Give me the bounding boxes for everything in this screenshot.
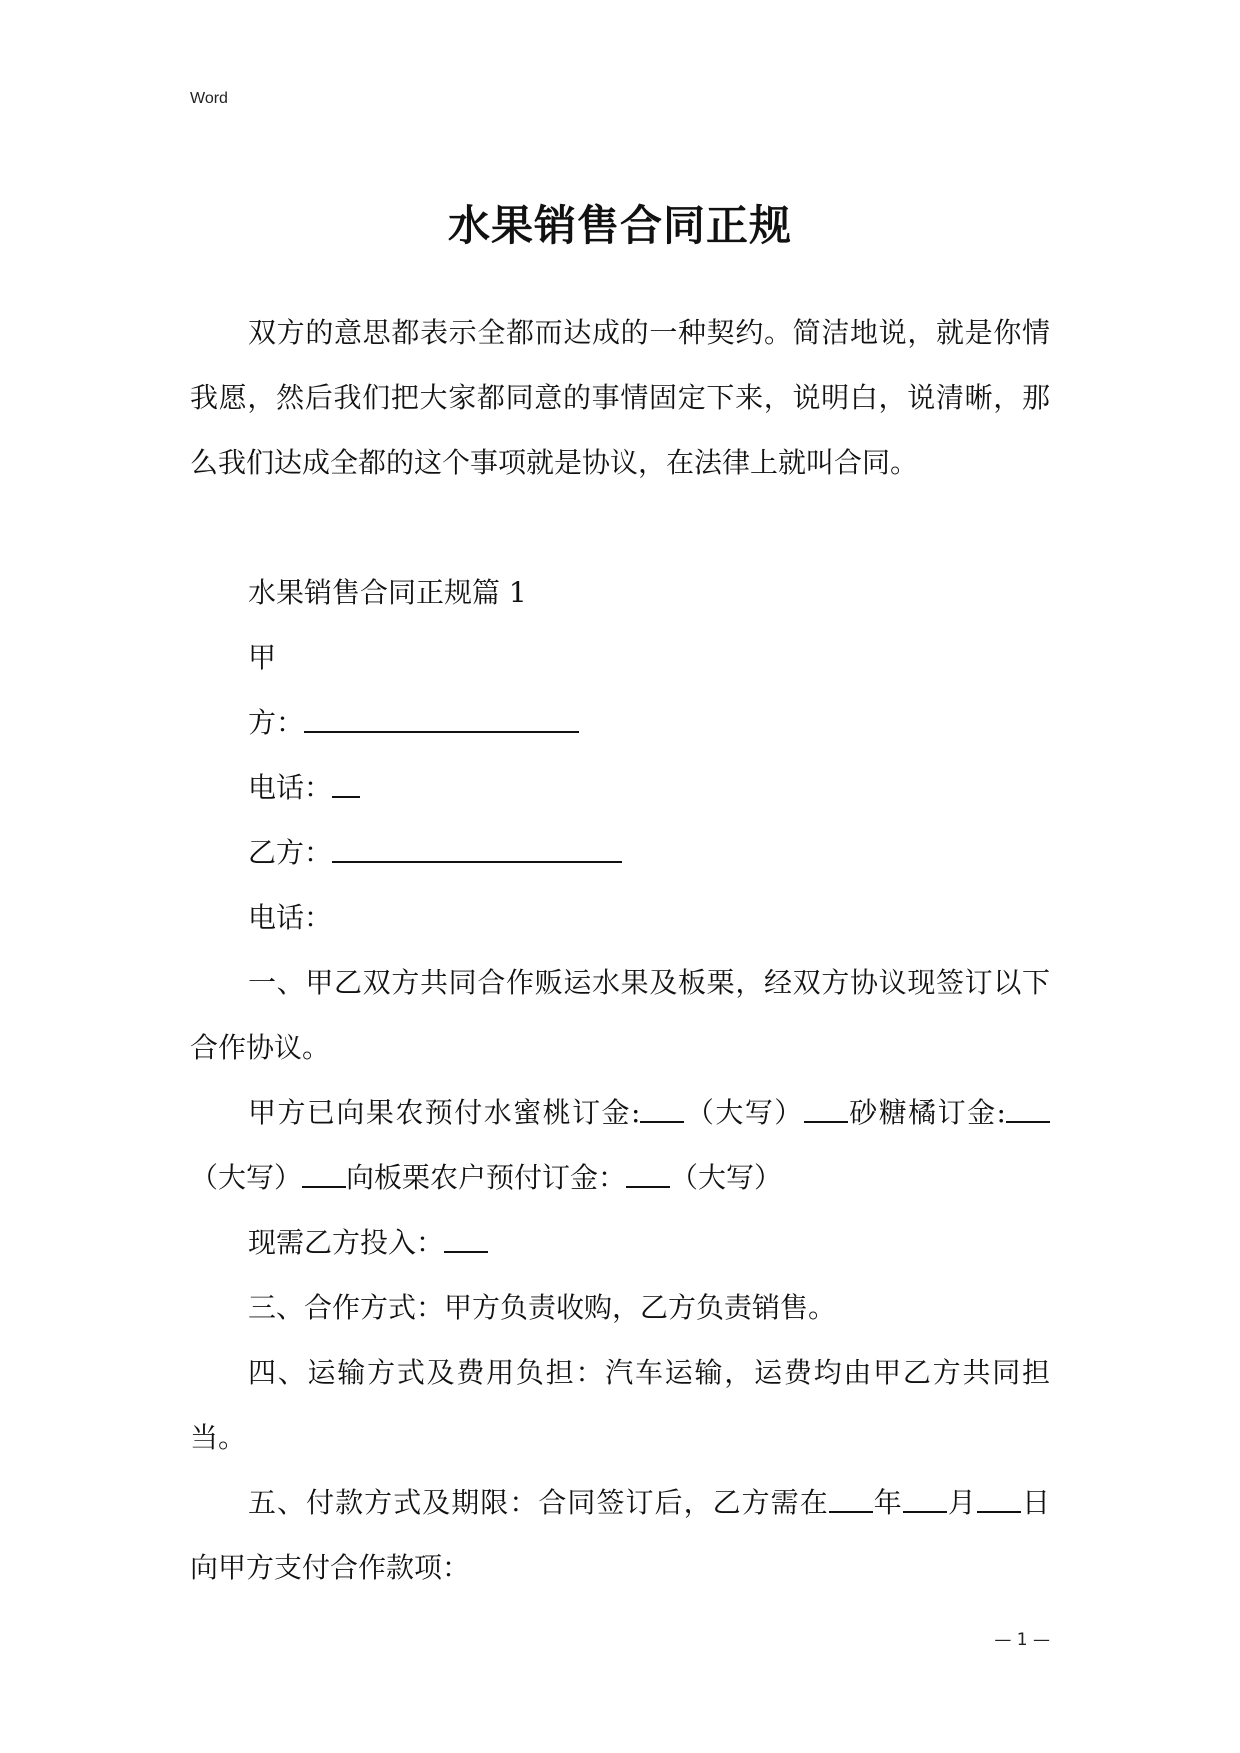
party-a-label-2: 方： [248,706,305,739]
month-blank [903,1483,947,1513]
investment-label: 现需乙方投入： [248,1226,445,1259]
document-body [190,300,1050,1600]
clause-5 [190,1470,1050,1600]
clause-1: 一、甲乙双方共同合作贩运水果及板栗，经双方协议现签订以下合作协议。 [190,966,1050,1064]
clause-4: 四、运输方式及费用负担：汽车运输，运费均由甲乙方共同担当。 [190,1356,1050,1454]
section-heading: 水果销售合同正规篇 1 [248,576,527,609]
deposit-paragraph [190,1080,1050,1210]
party-b-label: 乙方： [248,836,333,869]
clause-5-day: 日 [1020,1486,1050,1519]
header-label: Word [190,90,228,107]
phone-a-label: 电话： [248,771,333,804]
deposit-text-6: （大写） [670,1161,783,1194]
deposit-text-5: 向板栗农户预付订金： [346,1161,627,1194]
party-a-label: 甲 [248,641,277,674]
page-number: — 1 — [994,1630,1050,1650]
clause-5-year: 年 [872,1486,903,1519]
deposit-blank-4 [302,1158,346,1188]
party-b-line [190,820,1050,885]
deposit-text-4: （大写） [190,1161,303,1194]
intro-paragraph: 双方的意思都表示全都而达成的一种契约。简洁地说，就是你情我愿，然后我们把大家都同意的事情固定下来，说明白，说清晰，那么我们达成全都的这个事项就是协议，在法律上就叫合同。 [190,316,1050,479]
party-a-line [190,690,1050,755]
clause-5-month: 月 [946,1486,977,1519]
spacer [190,495,1050,560]
deposit-blank-2 [804,1093,848,1123]
party-a-blank [304,703,579,733]
deposit-blank-5 [626,1158,670,1188]
clause-3: 三、合作方式：甲方负责收购，乙方负责销售。 [248,1291,837,1324]
day-blank [977,1483,1021,1513]
investment-line [190,1210,1050,1275]
year-blank [829,1483,873,1513]
investment-blank [444,1223,488,1253]
clause-5-text-2: 向甲方支付合作款项： [190,1551,471,1584]
phone-a-blank [332,768,360,798]
deposit-blank-1 [640,1093,684,1123]
deposit-text-2: （大写） [684,1096,804,1129]
deposit-blank-3 [1006,1093,1050,1123]
deposit-text-3: 砂糖橘订金: [847,1096,1006,1129]
phone-b-line: 电话： [248,901,333,934]
clause-5-text-1: 五、付款方式及期限：合同签订后，乙方需在 [248,1486,829,1519]
party-b-blank [332,833,622,863]
deposit-text-1: 甲方已向果农预付水蜜桃订金: [248,1096,641,1129]
document-title: 水果销售合同正规 [447,201,792,250]
phone-a-line [190,755,1050,820]
